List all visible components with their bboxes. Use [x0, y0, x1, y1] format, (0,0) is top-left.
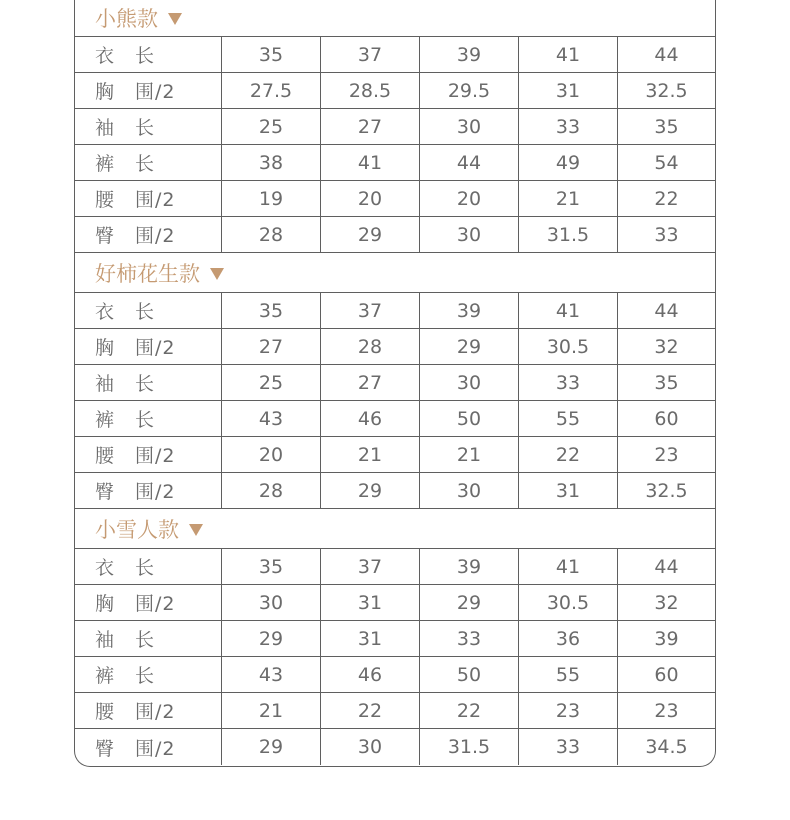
table-cell: 20	[320, 181, 419, 216]
table-cell: 44	[419, 145, 518, 180]
table-cell: 38	[221, 145, 320, 180]
table-cell: 35	[221, 549, 320, 584]
row-label: 胸 围/2	[95, 81, 176, 103]
table-cell: 35	[221, 37, 320, 72]
row-label: 衣 长	[95, 557, 156, 579]
table-cell: 33	[617, 217, 715, 252]
table-cell: 20	[419, 181, 518, 216]
table-row	[75, 549, 715, 585]
table-row	[75, 181, 715, 217]
table-cell: 39	[419, 549, 518, 584]
section-header-haoshi[interactable]	[75, 253, 715, 293]
row-label: 衣 长	[95, 301, 156, 323]
table-cell: 32	[617, 329, 715, 364]
table-cell: 36	[518, 621, 617, 656]
table-cell: 23	[518, 693, 617, 728]
table-cell: 54	[617, 145, 715, 180]
table-cell: 37	[320, 293, 419, 328]
table-cell: 29	[320, 217, 419, 252]
table-row	[75, 145, 715, 181]
table-row	[75, 73, 715, 109]
table-row	[75, 293, 715, 329]
table-cell: 39	[419, 293, 518, 328]
section-title: 小雪人款	[95, 517, 179, 542]
table-cell: 33	[518, 365, 617, 400]
table-cell: 35	[221, 293, 320, 328]
table-cell: 23	[617, 437, 715, 472]
table-cell: 55	[518, 657, 617, 692]
table-cell: 29	[221, 729, 320, 765]
table-cell: 31	[518, 473, 617, 508]
table-cell: 22	[518, 437, 617, 472]
table-cell: 28	[320, 329, 419, 364]
table-cell: 31	[320, 585, 419, 620]
table-cell: 49	[518, 145, 617, 180]
table-cell: 30.5	[518, 329, 617, 364]
table-cell: 27	[221, 329, 320, 364]
row-label: 胸 围/2	[95, 593, 176, 615]
table-row	[75, 437, 715, 473]
table-cell: 60	[617, 657, 715, 692]
table-cell: 46	[320, 657, 419, 692]
table-row	[75, 109, 715, 145]
table-cell: 32	[617, 585, 715, 620]
section-title: 小熊款	[95, 7, 158, 31]
table-cell: 31	[518, 73, 617, 108]
table-cell: 22	[617, 181, 715, 216]
table-cell: 33	[518, 109, 617, 144]
row-label: 裤 长	[95, 665, 156, 687]
table-row	[75, 329, 715, 365]
table-row	[75, 621, 715, 657]
table-row	[75, 729, 715, 765]
table-cell: 29	[419, 329, 518, 364]
table-cell: 29	[419, 585, 518, 620]
table-cell: 39	[419, 37, 518, 72]
table-cell: 44	[617, 37, 715, 72]
table-cell: 30	[221, 585, 320, 620]
table-cell: 41	[320, 145, 419, 180]
table-cell: 31	[320, 621, 419, 656]
row-label: 腰 围/2	[95, 701, 176, 723]
table-cell: 27	[320, 109, 419, 144]
row-label: 裤 长	[95, 153, 156, 175]
row-label: 袖 长	[95, 629, 156, 651]
table-row	[75, 401, 715, 437]
table-row	[75, 217, 715, 253]
table-cell: 43	[221, 657, 320, 692]
table-cell: 22	[419, 693, 518, 728]
table-row	[75, 37, 715, 73]
section-title: 好柿花生款	[95, 261, 200, 286]
row-label: 胸 围/2	[95, 337, 176, 359]
table-cell: 34.5	[617, 729, 715, 765]
table-cell: 31.5	[518, 217, 617, 252]
triangle-down-icon	[189, 524, 203, 536]
table-cell: 25	[221, 109, 320, 144]
table-cell: 21	[320, 437, 419, 472]
table-cell: 32.5	[617, 73, 715, 108]
table-row	[75, 365, 715, 401]
table-cell: 41	[518, 37, 617, 72]
table-cell: 41	[518, 549, 617, 584]
table-cell: 30.5	[518, 585, 617, 620]
table-cell: 35	[617, 109, 715, 144]
table-cell: 29	[221, 621, 320, 656]
table-cell: 20	[221, 437, 320, 472]
table-cell: 19	[221, 181, 320, 216]
table-cell: 28	[221, 473, 320, 508]
row-label: 衣 长	[95, 45, 156, 67]
table-cell: 37	[320, 549, 419, 584]
table-cell: 39	[617, 621, 715, 656]
row-label: 臀 围/2	[95, 737, 176, 760]
size-chart-table	[74, 0, 716, 767]
table-cell: 30	[419, 217, 518, 252]
row-label: 臀 围/2	[95, 225, 176, 247]
table-cell: 28.5	[320, 73, 419, 108]
table-cell: 44	[617, 293, 715, 328]
table-cell: 60	[617, 401, 715, 436]
table-cell: 29	[320, 473, 419, 508]
row-label: 袖 长	[95, 373, 156, 395]
table-cell: 30	[419, 109, 518, 144]
table-cell: 33	[518, 729, 617, 765]
table-cell: 30	[320, 729, 419, 765]
table-cell: 43	[221, 401, 320, 436]
row-label: 臀 围/2	[95, 481, 176, 503]
table-cell: 22	[320, 693, 419, 728]
table-cell: 33	[419, 621, 518, 656]
table-cell: 50	[419, 401, 518, 436]
table-cell: 30	[419, 473, 518, 508]
table-cell: 25	[221, 365, 320, 400]
table-cell: 41	[518, 293, 617, 328]
table-cell: 29.5	[419, 73, 518, 108]
table-cell: 30	[419, 365, 518, 400]
table-cell: 31.5	[419, 729, 518, 765]
row-label: 袖 长	[95, 117, 156, 139]
table-cell: 55	[518, 401, 617, 436]
section-header-xiaoxiong[interactable]	[75, 0, 715, 37]
table-cell: 21	[221, 693, 320, 728]
table-row	[75, 657, 715, 693]
table-cell: 50	[419, 657, 518, 692]
table-cell: 21	[518, 181, 617, 216]
table-row	[75, 473, 715, 509]
table-cell: 46	[320, 401, 419, 436]
table-cell: 21	[419, 437, 518, 472]
table-cell: 32.5	[617, 473, 715, 508]
table-row	[75, 693, 715, 729]
row-label: 裤 长	[95, 409, 156, 431]
table-cell: 27.5	[221, 73, 320, 108]
row-label: 腰 围/2	[95, 445, 176, 467]
triangle-down-icon	[210, 268, 224, 280]
table-cell: 37	[320, 37, 419, 72]
table-cell: 44	[617, 549, 715, 584]
table-cell: 28	[221, 217, 320, 252]
row-label: 腰 围/2	[95, 189, 176, 211]
triangle-down-icon	[168, 13, 182, 25]
table-cell: 23	[617, 693, 715, 728]
table-cell: 27	[320, 365, 419, 400]
section-header-xiaoxueren[interactable]	[75, 509, 715, 549]
table-cell: 35	[617, 365, 715, 400]
table-row	[75, 585, 715, 621]
